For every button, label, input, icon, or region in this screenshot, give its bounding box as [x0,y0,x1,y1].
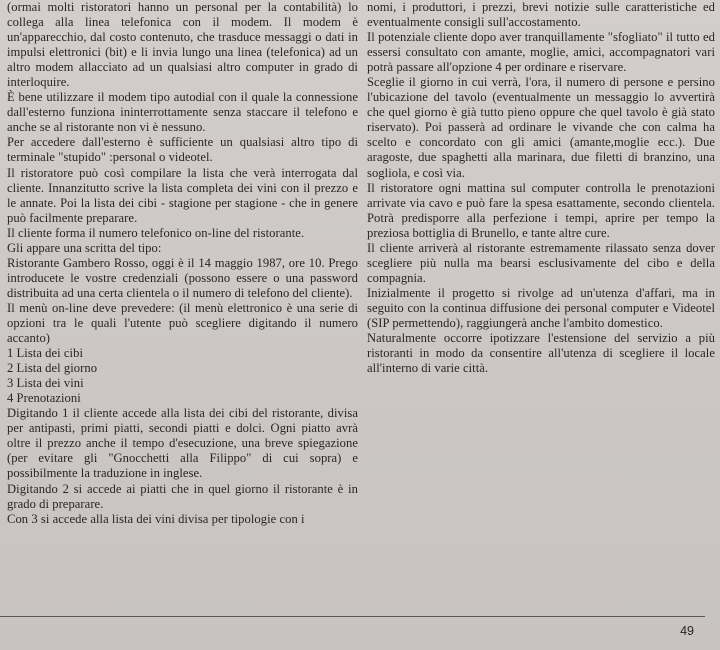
paragraph: nomi, i produttori, i prezzi, brevi notizie sulle caratteristiche ed eventualmente consigli sull'accostamento. [367,0,715,30]
paragraph: Gli appare una scritta del tipo: [7,240,162,255]
paragraph: Naturalmente occorre ipotizzare l'estensione del servizio a più ristoranti in modo da consentire all'utenza di scegliere il locale all'interno di varie città. [367,331,715,376]
paragraph: Con 3 si accede alla lista dei vini divisa per tipologie con i [7,511,305,526]
menu-option: 4 Prenotazioni [7,391,81,406]
paragraph: Il ristoratore ogni mattina sul computer controlla le prenotazioni arrivate via cavo e può fare la spesa esattamente, secondo clientela. Potrà predisporre alla perfezione i tempi, aprire per tempo la preziosa bottiglia di Brunello, e tante altre cure. [367,180,715,240]
footer-rule [0,616,705,617]
paragraph: Per accedere dall'esterno è sufficiente un qualsiasi altro tipo di terminale "stupido" :personal o videotel. [7,135,358,165]
paragraph: Digitando 2 si accede ai piatti che in quel giorno il ristorante è in grado di preparare. [7,481,358,511]
paragraph: È bene utilizzare il modem tipo autodial con il quale la connessione dall'esterno funziona ininterrottamente senza staccare il telefono e anche se al ristorante non vi è nessuno. [7,90,358,135]
menu-option: 1 Lista dei cibi [7,346,83,361]
page-number: 49 [680,624,694,638]
menu-option: 3 Lista dei vini [7,376,84,391]
paragraph: Il cliente forma il numero telefonico on-line del ristorante. [7,225,305,240]
paragraph: Il ristoratore può così compilare la lista che verà interrogata dal cliente. Innanzitutto scrive la lista completa dei vini con il prezzo e le annate. Poi la lista dei cibi - stagione per stagione - che in genere può facilmente preparare. [7,165,358,225]
paragraph: Il cliente arriverà al ristorante estremamente rilassato senza dover scegliere più nulla ma bearsi esclusivamente del cibo e della compagnia. [367,240,715,285]
paragraph: Digitando 1 il cliente accede alla lista dei cibi del ristorante, divisa per antipasti, primi piatti, secondi piatti e dolci. Ogni piatto avrà oltre il prezzo anche il tempo d'esecuzione, una breve spiegazione (per evitare gli "Gnocchetti alla Filippo" di cui sopra) e possibilmente la traduzione in inglese. [7,406,358,481]
menu-option: 2 Lista del giorno [7,361,98,376]
right-column [367,0,715,376]
paragraph: Sceglie il giorno in cui verrà, l'ora, il numero di persone e persino l'ubicazione del tavolo (eventualmente un messaggio lo avvertirà che quel giorno è già tutto pieno oppure che quel tavolo è già stato riservato). Poi passerà ad ordinare le vivande che con calma ha scelto e concordato con gli amici (amante,moglie ecc.). Due aragoste, due spaghetti alla marinara, due filetti di branzino, una sogliola, e così via. [367,75,715,180]
paragraph: Inizialmente il progetto si rivolge ad un'utenza d'affari, ma in seguito con la continua diffusione dei personal computer e Videotel (SIP permettendo), raggiungerà anche l'ambito domestico. [367,285,715,330]
paragraph: Il menù on-line deve prevedere: (il menù elettronico è una serie di opzioni tra le quali l'utente può scegliere digitando il numero accanto) [7,300,358,346]
paragraph: Il potenziale cliente dopo aver tranquillamente "sfogliato" il tutto ed essersi consultato con amante, moglie, amici, accompagnatori vari potrà passare all'opzione 4 per ordinare e riservare. [367,30,715,75]
paragraph: (ormai molti ristoratori hanno un personal per la contabilità) lo collega alla linea telefonica con il modem. Il modem è un'apparecchio, dal costo contenuto, che trasduce messaggi o dati in impulsi elettronici (bit) e li invia lungo una linea (telefonica) ad un altro modem allacciato ad un qualsiasi altro computer in grado di interloquire. [7,0,358,90]
paragraph: Ristorante Gambero Rosso, oggi è il 14 maggio 1987, ore 10. Prego introducete le vostre credenziali (possono essere o una password distribuita ad una certa clientela o il numero di telefono del cliente). [7,255,358,300]
left-column [7,0,358,527]
